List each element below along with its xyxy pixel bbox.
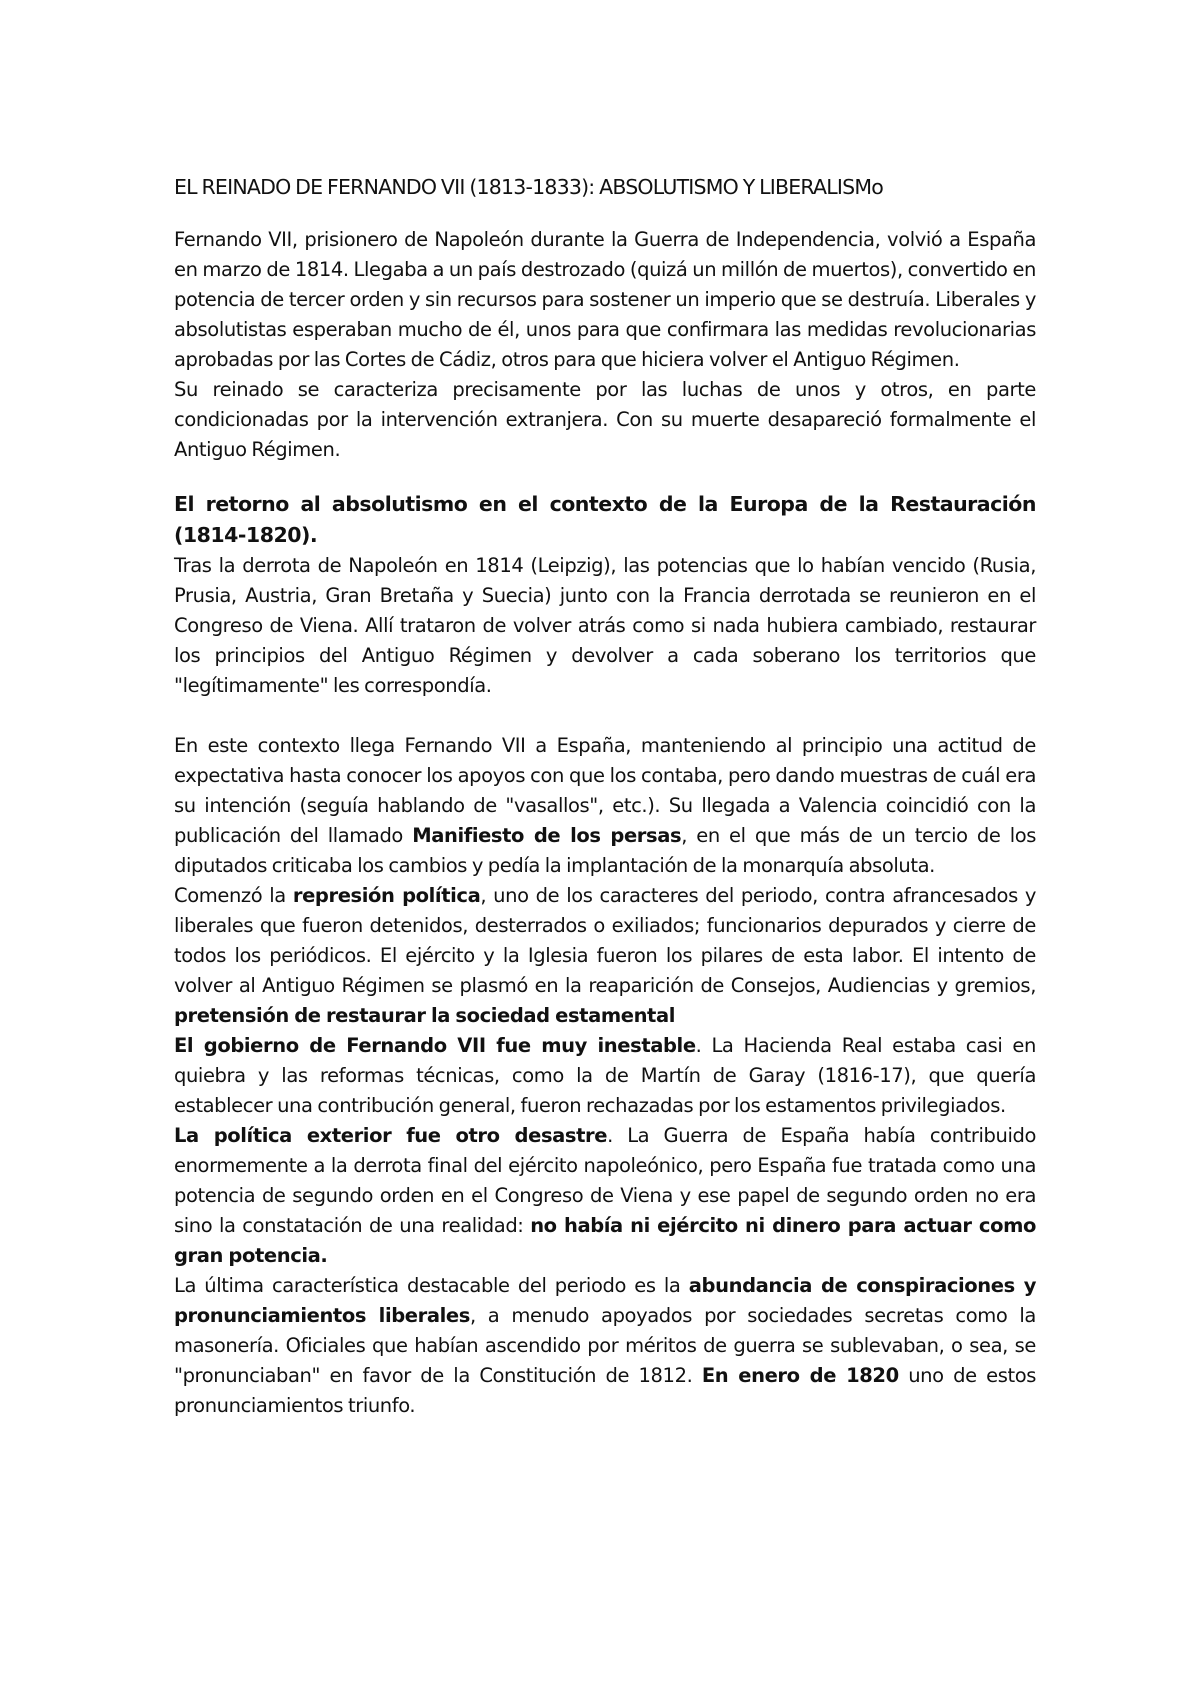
paragraph-text: , a menudo apoyados por sociedades secretas como la masonería. Oficiales que habían ascendido por méritos de guerra se sublevaban, o sea, se "pronunciaban" en favor de la Constitución de 1812. [174, 1304, 1036, 1387]
bold-text: pretensión de restaurar la sociedad estamental [174, 1004, 676, 1027]
section-paragraph-2 [174, 731, 1036, 881]
bold-text: El gobierno de Fernando VII fue muy inestable [174, 1034, 696, 1057]
section-heading: El retorno al absolutismo en el contexto de la Europa de la Restauración (1814-1820). [174, 492, 1036, 547]
paragraph-spacer [174, 701, 1036, 731]
bold-text: abundancia de conspiraciones y pronunciamientos liberales [174, 1274, 1037, 1327]
paragraph-text: En este contexto llega Fernando VII a España, manteniendo al principio una actitud de expectativa hasta conocer los apoyos con que los contaba, pero dando muestras de cuál era su intención (seguía hablando de "vasallos", etc.). Su llegada a Valencia coincidió con la publicación del llamado [174, 734, 1036, 847]
bold-text: represión política [292, 884, 481, 907]
intro-paragraph-2: Su reinado se caracteriza precisamente por las luchas de unos y otros, en parte condicionadas por la intervención extranjera. Con su muerte desapareció formalmente el Antiguo Régimen. [174, 378, 1036, 461]
section-paragraph-6 [174, 1271, 1036, 1421]
bold-text: La política exterior fue otro desastre [174, 1124, 608, 1147]
paragraph-text: uno de estos pronunciamientos triunfo. [174, 1364, 1037, 1417]
paragraph-text: La última característica destacable del periodo es la [174, 1274, 689, 1297]
section-paragraph-5 [174, 1121, 1036, 1271]
section-paragraph-1: Tras la derrota de Napoleón en 1814 (Leipzig), las potencias que lo habían vencido (Rusia, Prusia, Austria, Gran Bretaña y Suecia) junto con la Francia derrotada se reunieron en el Congreso de Viena. Allí trataron de volver atrás como si nada hubiera cambiado, restaurar los principios del Antiguo Régimen y devolver a cada soberano los territorios que "legítimamente" les correspondía. [174, 554, 1036, 697]
paragraph-text: , uno de los caracteres del periodo, contra afrancesados y liberales que fueron detenidos, desterrados o exiliados; funcionarios depurados y cierre de todos los periódicos. El ejército y la Iglesia fueron los pilares de esta labor. El intento de volver al Antiguo Régimen se plasmó en la reaparición de Consejos, Audiencias y gremios, [174, 884, 1037, 997]
paragraph-text: . La Guerra de España había contribuido enormemente a la derrota final del ejército napoleónico, pero España fue tratada como una potencia de segundo orden en el Congreso de Viena y ese papel de segundo orden no era sino la constatación de una realidad: [174, 1124, 1036, 1237]
paragraph-text: Comenzó la [174, 884, 293, 907]
intro-paragraph-1: Fernando VII, prisionero de Napoleón durante la Guerra de Independencia, volvió a España en marzo de 1814. Llegaba a un país destrozado (quizá un millón de muertos), convertido en potencia de tercer orden y sin recursos para sostener un imperio que se destruía. Liberales y absolutistas esperaban mucho de él, unos para que confirmara las medidas revolucionarias aprobadas por las Cortes de Cádiz, otros para que hiciera volver el Antiguo Régimen. [174, 228, 1036, 371]
section-paragraph-3 [174, 881, 1036, 1031]
bold-text: En enero de 1820 [701, 1364, 899, 1387]
document-page [174, 172, 1036, 1421]
bold-text: Manifiesto de los persas [412, 824, 682, 847]
document-title: EL REINADO DE FERNANDO VII (1813-1833): ABSOLUTISMO Y LIBERALISMo [174, 175, 883, 199]
section-paragraph-4 [174, 1031, 1036, 1121]
paragraph-text: , en el que más de un tercio de los diputados criticaba los cambios y pedía la implantación de la monarquía absoluta. [174, 824, 1036, 877]
bold-text: no había ni ejército ni dinero para actuar como gran potencia. [174, 1214, 1036, 1267]
paragraph-text: . La Hacienda Real estaba casi en quiebra y las reformas técnicas, como la de Martín de Garay (1816-17), que quería establecer una contribución general, fueron rechazadas por los estamentos privilegiados. [174, 1034, 1036, 1117]
